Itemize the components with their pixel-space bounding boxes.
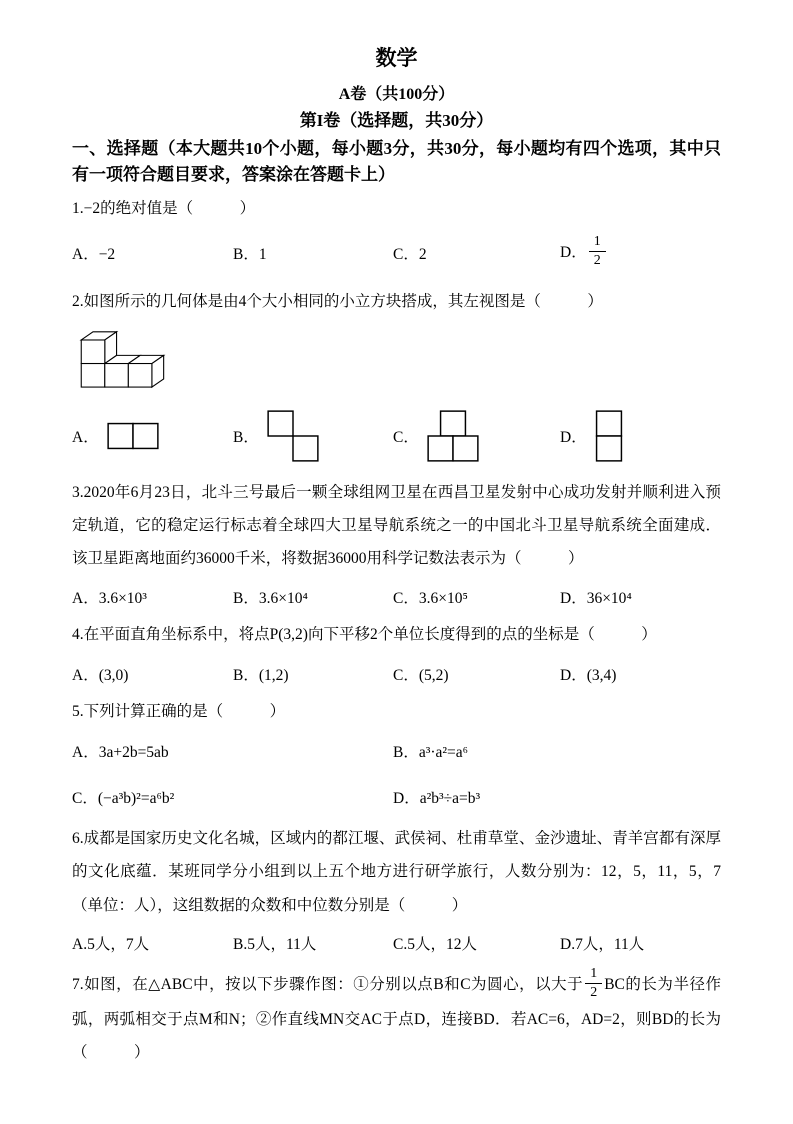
q3-option-c: C．3.6×10⁵ (393, 589, 468, 607)
q1-option-d (560, 233, 721, 271)
q2-option-c (393, 410, 560, 462)
q5-option-b: B．a³·a²=a⁶ (393, 743, 469, 761)
q4-option-c: C．(5,2) (393, 667, 449, 685)
q1-option-a: A．−2 (72, 246, 116, 264)
q1-option-d-label: D． (560, 243, 587, 261)
q2-option-c-figure (427, 410, 479, 462)
q2-option-b (233, 410, 393, 462)
q2-option-c-label: C． (393, 428, 419, 446)
fraction-one-half (585, 966, 602, 1001)
q3-option-a: A．3.6×10³ (72, 589, 147, 607)
q4-option-a: A．(3,0) (72, 667, 129, 685)
q1-option-c: C．2 (393, 246, 427, 264)
question-4-options (72, 663, 721, 685)
q2-option-d (560, 410, 721, 462)
isometric-cubes-figure (74, 325, 170, 393)
q2-option-a (72, 422, 233, 450)
q7-text-part1: 7.如图，在△ABC中，按以下步骤作图：①分别以点B和C为圆心，以大于 (72, 975, 584, 993)
fraction-one-half (589, 234, 606, 269)
question-6-options (72, 932, 721, 954)
question-3-options (72, 586, 721, 608)
question-7 (72, 965, 721, 1070)
q5-option-a: A．3a+2b=5ab (72, 743, 169, 761)
q5-option-c: C．(−a³b)²=a⁶b² (72, 789, 175, 807)
question-6 (72, 822, 721, 954)
fraction-numerator: 1 (589, 234, 606, 252)
question-1-options (72, 231, 721, 275)
q5-option-d: D．a²b³÷a=b³ (393, 789, 481, 807)
q2-option-d-figure (595, 410, 623, 462)
question-4 (72, 622, 721, 686)
q6-option-a: A.5人，7人 (72, 935, 150, 953)
q1-option-b: B．1 (233, 246, 267, 264)
volume-title: A卷（共100分） (338, 86, 455, 103)
fraction-numerator: 1 (585, 966, 602, 984)
fraction-denominator: 2 (590, 984, 598, 1000)
q2-option-d-label: D． (560, 428, 587, 446)
section-header: 一、选择题（本大题共10个小题，每小题3分，共30分，每小题均有四个选项，其中只有一项符合题目要求，答案涂在答题卡上） (72, 139, 721, 185)
q3-option-d: D．36×10⁴ (560, 589, 632, 607)
q4-option-d: D．(3,4) (560, 667, 617, 685)
q2-option-a-label: A． (72, 428, 99, 446)
question-1 (72, 196, 721, 276)
q6-option-b: B.5人，11人 (233, 935, 317, 953)
q2-option-b-label: B． (233, 428, 259, 446)
q7-text-part2: BC的长为半径作弧，两弧相交于点M和N；②作直线MN交AC于点D，连接BD．若AC=6，AD=2，则BD的长为（ ） (72, 975, 721, 1062)
question-5 (72, 699, 721, 808)
fraction-denominator: 2 (593, 252, 601, 268)
question-5-text: 5.下列计算正确的是（ ） (72, 703, 286, 721)
part-title: 第I卷（选择题，共30分） (299, 111, 494, 130)
question-2-text: 2.如图所示的几何体是由4个大小相同的小立方块搭成，其左视图是（ ） (72, 293, 603, 311)
question-7-text (72, 965, 721, 1070)
q2-option-a-figure (107, 422, 159, 450)
question-3 (72, 476, 721, 608)
question-2 (72, 289, 721, 462)
question-3-text: 3.2020年6月23日，北斗三号最后一颗全球组网卫星在西昌卫星发射中心成功发射并顺利进入预定轨道，它的稳定运行标志着全球四大卫星导航系统之一的中国北斗卫星导航系统全面建成．该卫星距离地面约36000千米，将数据36000用科学记数法表示为（ ） (72, 483, 721, 568)
q2-option-b-figure (267, 410, 319, 462)
q3-option-b: B．3.6×10⁴ (233, 589, 308, 607)
q2-solid-figure (74, 325, 721, 398)
question-4-text: 4.在平面直角坐标系中，将点P(3,2)向下平移2个单位长度得到的点的坐标是（ ） (72, 625, 657, 643)
q4-option-b: B．(1,2) (233, 667, 289, 685)
question-1-text: 1.−2的绝对值是（ ） (72, 199, 256, 217)
question-6-text: 6.成都是国家历史文化名城，区域内的都江堰、武侯祠、杜甫草堂、金沙遗址、青羊宫都有深厚的文化底蕴．某班同学分小组到以上五个地方进行研学旅行，人数分别为：12，5，11，5，7（单位：人），这组数据的众数和中位数分别是（ ） (72, 829, 721, 914)
q6-option-d: D.7人，11人 (560, 935, 645, 953)
page-title: 数学 (375, 46, 418, 70)
question-2-options (72, 410, 721, 462)
q6-option-c: C.5人，12人 (393, 935, 477, 953)
question-5-options (72, 740, 721, 808)
